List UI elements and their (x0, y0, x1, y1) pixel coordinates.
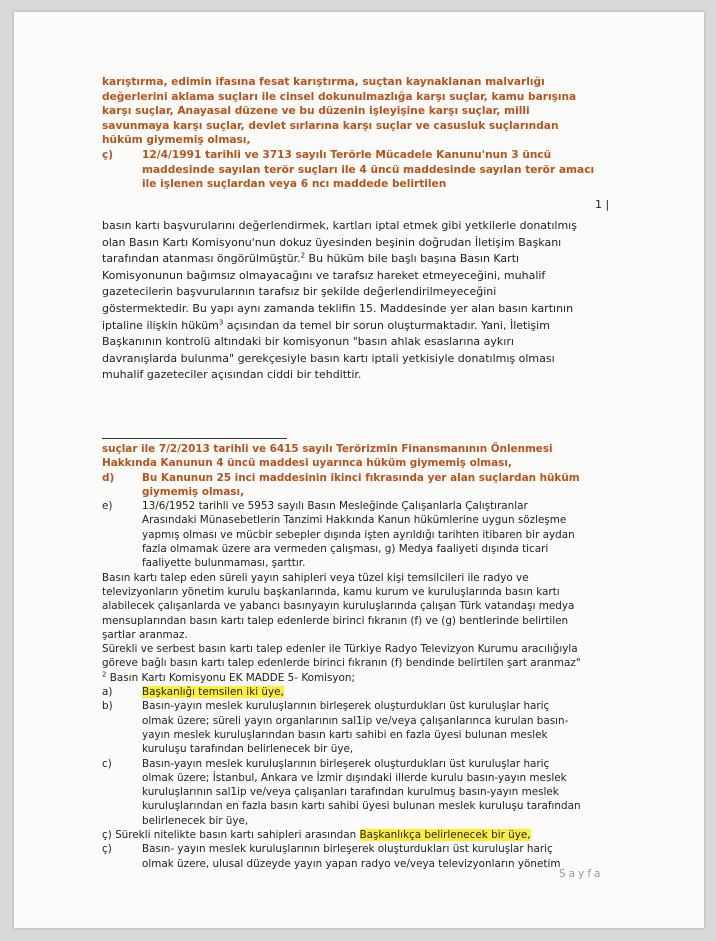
text-line: mensuplarından basın kartı talep edenlerde birinci fıkranın (f) ve (g) bentlerinde belirtilen (102, 614, 569, 627)
text-line: göreve bağlı basın kartı talep edenlerde birinci fıkranın (f) bendinde belirtilen şart aranmaz" (102, 657, 581, 670)
text-line: maddesinde sayılan terör suçları ile 4 üncü maddesinde sayılan terör amacı (142, 163, 595, 176)
list-item-e (102, 499, 612, 570)
text-line: faaliyette bulunmaması, şarttır. (142, 557, 306, 570)
text-line: karıştırma, edimin ifasına fesat karıştırma, suçtan kaynaklanan malvarlığı (102, 76, 545, 88)
text-line: Komisyonunun bağımsız olmayacağını ve tarafsız hareket etmeyeceğini, muhalif (102, 268, 546, 282)
text-line: 13/6/1952 tarihli ve 5953 sayılı Basın Mesleğinde Çalışanlarla Çalıştıranlar (142, 500, 528, 513)
text-line: Hakkında Kanunun 4 üncü maddesi uyarınca hüküm giymemiş olması, (102, 457, 512, 470)
text-line: olan Basın Kartı Komisyonu'nun dokuz üyesinden beşinin doğrudan İletişim Başkanı (102, 235, 562, 249)
highlighted-text: Başkanlıkça belirlenecek bir üye, (359, 829, 531, 842)
item-marker: ç) (102, 148, 114, 161)
text-line: savunmaya karşı suçlar, devlet sırlarına karşı suçlar ve casusluk suçlarından (102, 119, 559, 132)
text-line: Arasındaki Münasebetlerin Tanzimi Hakkında Kanun hükümlerine uygun sözleşme (142, 514, 567, 527)
text-line: gazetecilerin başvurularının tarafsız bir şekilde değerlendirilmeyeceğini (102, 285, 497, 299)
text-line: yayın meslek kuruluşlarından basın kartı sahibi en fazla üyesi bulunan meslek (142, 728, 548, 741)
text-line: Başkanının kontrolü altındaki bir komisyonun "basın ahlak esaslarına aykırı (102, 335, 514, 349)
text-line: tarafından atanması öngörülmüştür.$^2$ Bu hüküm bile başlı başına Basın Kartı (102, 251, 520, 266)
highlighted-text: Başkanlığı temsilen iki üye, (142, 686, 284, 699)
text-line: Basın- yayın meslek kuruluşlarının birleşerek oluşturdukları üst kuruluşlar hariç (142, 843, 553, 856)
text-line: muhalif gazeteciler açısından ciddi bir tehdittir. (102, 368, 362, 382)
footnotes (102, 442, 612, 871)
item-marker: a) (102, 686, 113, 699)
text-line: belirlenecek bir üye, (142, 814, 249, 827)
footnote-ref: 3 (218, 317, 224, 326)
text-line: suçlar ile 7/2/2013 tarihli ve 6415 sayılı Terörizmin Finansmanının Önlenmesi (102, 443, 553, 455)
text-line: Basın-yayın meslek kuruluşlarının birleşerek oluşturdukları üst kuruluşlar hariç (142, 757, 550, 770)
text-line: giymemiş olması, (142, 485, 245, 498)
item-marker: c) (102, 757, 112, 770)
page-footer: Sayfa (559, 868, 604, 880)
text-line: olmak üzere; İstanbul, Ankara ve İzmir dışındaki illerde kurulu basın-yayın meslek (142, 771, 567, 784)
text-line: kuruluşlarından en fazla basın kartı sahibi üyesi bulunan meslek kuruluşu tarafından (142, 800, 581, 813)
text-line: kuruluşlarının sal1ip ve/veya çalışanları tarafından kurulmuş basın-yayın meslek (142, 786, 559, 799)
text-line: basın kartı başvurularını değerlendirmek, kartları iptal etmek gibi yetkilerle donatılmış (102, 219, 577, 232)
text-line: davranışlarda bulunma" gerekçesiyle basın kartı iptali yetkisiyle donatılmış olması (102, 351, 555, 365)
text-line: şartlar aranmaz. (102, 628, 188, 641)
item-marker: b) (102, 700, 113, 713)
document-page (14, 12, 704, 928)
text-line: karşı suçlar, Anayasal düzene ve bu düzenin işleyişine karşı suçlar, milli (102, 105, 530, 118)
text-line: televizyonların yönetim kurulu başkanlarında, kamu kurum ve kuruluşlarında basın kartı (102, 585, 560, 598)
text-line: iptaline ilişkin hüküm$^3$ açısından da temel bir sorun oluşturmaktadır. Yani, İletişim (102, 317, 550, 332)
text-line: 12/4/1991 tarihli ve 3713 sayılı Terörle Mücadele Kanunu'nun 3 üncü (142, 148, 552, 161)
text-line: fazla olmamak üzere ara vermeden çalışması, g) Medya faaliyeti dışında ticari (142, 543, 549, 556)
item-marker: e) (102, 500, 113, 513)
text-line: Sürekli ve serbest basın kartı talep edenler ile Türkiye Radyo Televizyon Kurumu aracılığıyla (102, 643, 578, 656)
text-line: olmak üzere; süreli yayın organlarının sal1ip ve/veya çalışanlarınca kurulan basın- (142, 714, 569, 727)
text-line: Basın kartı talep eden süreli yayın sahipleri veya tüzel kişi temsilcileri ile radyo ve (102, 571, 529, 584)
item-marker: ç) (102, 843, 112, 856)
top-continuation (102, 75, 612, 192)
list-item-c (102, 757, 612, 828)
body-paragraph (102, 218, 612, 384)
list-item-a (102, 685, 612, 699)
list-item-cc2 (102, 842, 612, 871)
footnote-ref: 2 (300, 251, 306, 260)
text-line: olmak üzere, ulusal düzeyde yayın yapan radyo ve/veya televizyonların yönetim (142, 857, 561, 870)
footnote-separator (102, 438, 287, 439)
text-line: Basın-yayın meslek kuruluşlarının birleşerek oluşturdukları üst kuruluşlar hariç (142, 700, 550, 713)
text-line: kuruluşu tarafından belirlenecek bir üye, (142, 743, 354, 756)
list-item-d (102, 471, 612, 500)
page-number: 1 | (595, 198, 610, 211)
footnote-2-heading: $^2$ Basın Kartı Komisyonu EK MADDE 5- Komisyon; (102, 670, 356, 684)
text-line: yapmış olması ve mücbir sebepler dışında işten ayrıldığı tarihten itibaren bir aydan (142, 528, 575, 541)
text-line: hüküm giymemiş olması, (102, 134, 251, 147)
text-line: Bu Kanunun 25 inci maddesinin ikinci fıkrasında yer alan suçlardan hüküm (142, 471, 580, 484)
text-line: değerlerini aklama suçları ile cinsel dokunulmazlığa karşı suçlar, kamu barışına (102, 90, 577, 103)
text-line: göstermektedir. Bu yapı aynı zamanda teklifin 15. Maddesinde yer alan basın kartının (102, 301, 574, 315)
item-marker: d) (102, 471, 115, 484)
list-item-cc: ç) Sürekli nitelikte basın kartı sahipleri arasından Başkanlıkça belirlenecek bir üye, (102, 829, 531, 842)
text-line: ile işlenen suçlardan veya 6 ncı maddede belirtilen (142, 178, 447, 191)
list-item-c (102, 148, 612, 192)
list-item-b (102, 699, 612, 756)
text-line: alabilecek çalışanlarda ve yabancı basınyayın kuruluşlarında çalışan Türk vatandaşı medya (102, 600, 575, 613)
